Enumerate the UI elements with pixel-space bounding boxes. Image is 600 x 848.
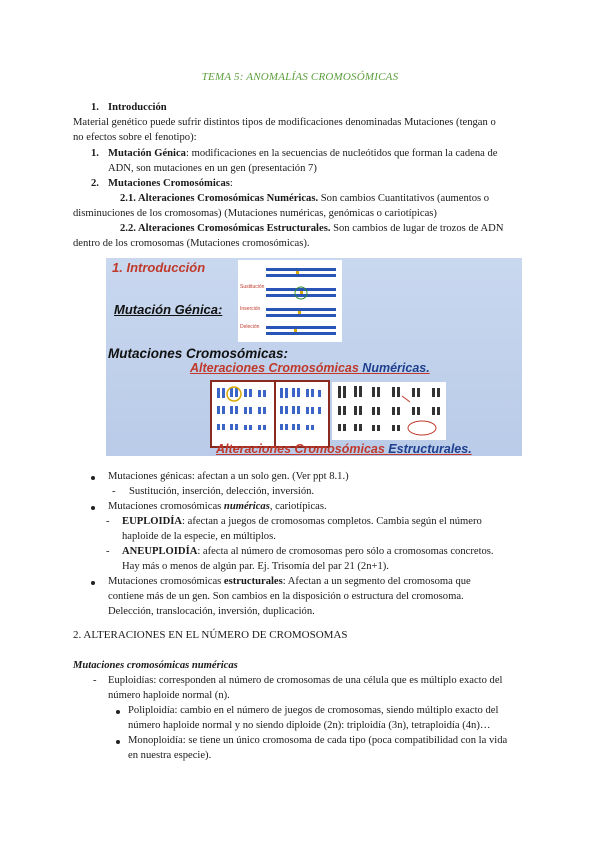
gene-label-deletion: Deleción (240, 324, 260, 330)
karyotype-graphic-2 (276, 382, 328, 446)
item-2-line (108, 176, 233, 191)
sub-2-2-term: 2.2. Alteraciones Cromosómicas Estructurales. (120, 223, 331, 234)
bullet-numeric-text-b: , cariotípicas. (269, 501, 327, 512)
bullet-dot (91, 581, 95, 585)
item-1-text: : modificaciones en la secuencias de nucleótidos que forman la cadena de (185, 148, 498, 159)
aneuploidy-line-2: Hay más o menos de algún par. Ej. Trisomía del par 21 (2n+1). (122, 561, 389, 572)
slide-structural-label (216, 442, 472, 456)
karyotype-graphic-1 (212, 382, 274, 446)
bullet-gene-mutation-types: Sustitución, inserción, delección, inversión. (129, 486, 315, 497)
section-1-heading: Introducción (108, 102, 167, 113)
slide-structural-label-a: Alteraciones Cromosómicas (216, 442, 389, 456)
slide-numeric-label-a: Alteraciones Cromosómicas (190, 361, 363, 375)
bullet-dot (91, 506, 95, 510)
item-1-number: 1. (91, 148, 99, 159)
euploidy-line-1 (122, 514, 482, 529)
aneuploidy-term: ANEUPLOIDÍA (122, 546, 198, 557)
gene-label-insertion: Inserción (240, 306, 261, 312)
polyploidy-line-2: número haploide normal y no siendo diploide (2n): triploidía (3n), tetraploidía (4n)… (128, 720, 491, 731)
structural-karyotype-graphic (332, 382, 446, 440)
bullet-structural-line-2: contiene más de un gen. Son cambios en la disposición o estructura del cromosoma. (108, 591, 464, 602)
sub-2-1-line-2: disminuciones de los cromosomas) (Mutaciones numéricas, genómicas o cariotípicas) (73, 208, 437, 219)
sub-2-1-term: 2.1. Alteraciones Cromosómicas Numéricas. (120, 193, 319, 204)
bullet-dot (116, 710, 120, 714)
euploidy-text: : afectan a juegos de cromosomas completos. Cambia según el número (182, 516, 482, 527)
monoploidy-line-2: en nuestra especie). (128, 750, 212, 761)
bullet-numeric-text-a: Mutaciones cromosómicas (108, 501, 224, 512)
section-2-heading: 2. ALTERACIONES EN EL NÚMERO DE CROMOSOMAS (73, 629, 348, 641)
bullet-gene-mutations: Mutaciones génicas: afectan a un solo gen. (Ver ppt 8.1.) (108, 471, 349, 482)
gene-label-substitution: Sustitución (240, 284, 265, 290)
bullet-structural-text-a: Mutaciones cromosómicas (108, 576, 224, 587)
euploidy-line-2: haploide de la especie, en múltiplos. (122, 531, 276, 542)
item-1-line-2: ADN, son mutaciones en un gen (presentación 7) (108, 163, 317, 174)
sub-2-2-text: Son cambios de lugar de trozos de ADN (330, 223, 504, 234)
item-2-colon: : (229, 178, 233, 189)
slide-gene-mutation-label: Mutación Génica: (114, 302, 223, 317)
sub-2-2-line-2: dentro de los cromosomas (Mutaciones cromosómicas). (73, 238, 310, 249)
polyploidy-line-1: Poliploidía: cambio en el número de juegos de cromosomas, siendo múltiplo exacto del (128, 705, 499, 716)
bullet-dot (116, 740, 120, 744)
structural-karyotype-image (332, 382, 446, 440)
gene-mutation-diagram (238, 260, 342, 342)
bullet-structural-text-b: : Afectan a un segmento del cromosoma que (282, 576, 471, 587)
intro-text-line-1: Material genético puede sufrir distintos tipos de modificaciones denominadas Mutaciones (tengan o (73, 117, 496, 128)
dash-marker: - (93, 675, 97, 686)
page-title: TEMA 5: ANOMALÍAS CROMOSÓMICAS (201, 71, 399, 83)
item-2-number: 2. (91, 178, 99, 189)
karyotype-image-1 (210, 380, 276, 448)
slide-title: 1. Introducción (112, 260, 206, 275)
karyotype-image-2 (274, 380, 330, 448)
monoploidy-line-1: Monoploidía: se tiene un único cromosoma de cada tipo (poca compatibilidad con la vida (128, 735, 508, 746)
intro-text-line-2: no efectos sobre el fenotipo): (73, 132, 197, 143)
intro-slide-image (106, 258, 522, 456)
euploidies-line-2: número haploide normal (n). (108, 690, 230, 701)
item-2-term: Mutaciones Cromosómicas (108, 178, 230, 189)
slide-structural-label-b: Estructurales. (388, 442, 472, 456)
slide-numeric-label (190, 361, 430, 376)
item-1-term: Mutación Génica (108, 148, 186, 159)
slide-numeric-label-b: Numéricas. (362, 361, 430, 375)
dash-marker: - (106, 546, 110, 557)
euploidy-term: EUPLOIDÍA (122, 516, 183, 527)
sub-2-1-line-1 (120, 191, 489, 206)
sub-2-1-text: Son cambios Cuantitativos (aumentos o (318, 193, 490, 204)
euploidies-line-1: Euploidías: corresponden al número de cromosomas de una célula que es múltiplo exacto del (108, 675, 503, 686)
aneuploidy-line-1 (122, 544, 494, 559)
section-2-subheading: Mutaciones cromosómicas numéricas (73, 660, 238, 671)
bullet-structural-line-3: Delección, translocación, inversión, duplicación. (108, 606, 315, 617)
slide-chromosomal-mutations-label: Mutaciones Cromosómicas: (108, 346, 289, 361)
dash-marker: - (106, 516, 110, 527)
bullet-dot (91, 476, 95, 480)
sub-2-2-line-1 (120, 221, 503, 236)
bullet-structural-term: estructurales (223, 576, 283, 587)
bullet-numeric-mutations (108, 499, 327, 514)
bullet-structural-line-1 (108, 574, 471, 589)
aneuploidy-text: : afecta al número de cromosomas pero sólo a cromosomas concretos. (197, 546, 494, 557)
bullet-numeric-term: numéricas (223, 501, 270, 512)
item-1-line-1 (108, 146, 498, 161)
section-1-number: 1. (91, 102, 99, 113)
dash-marker: - (112, 486, 116, 497)
